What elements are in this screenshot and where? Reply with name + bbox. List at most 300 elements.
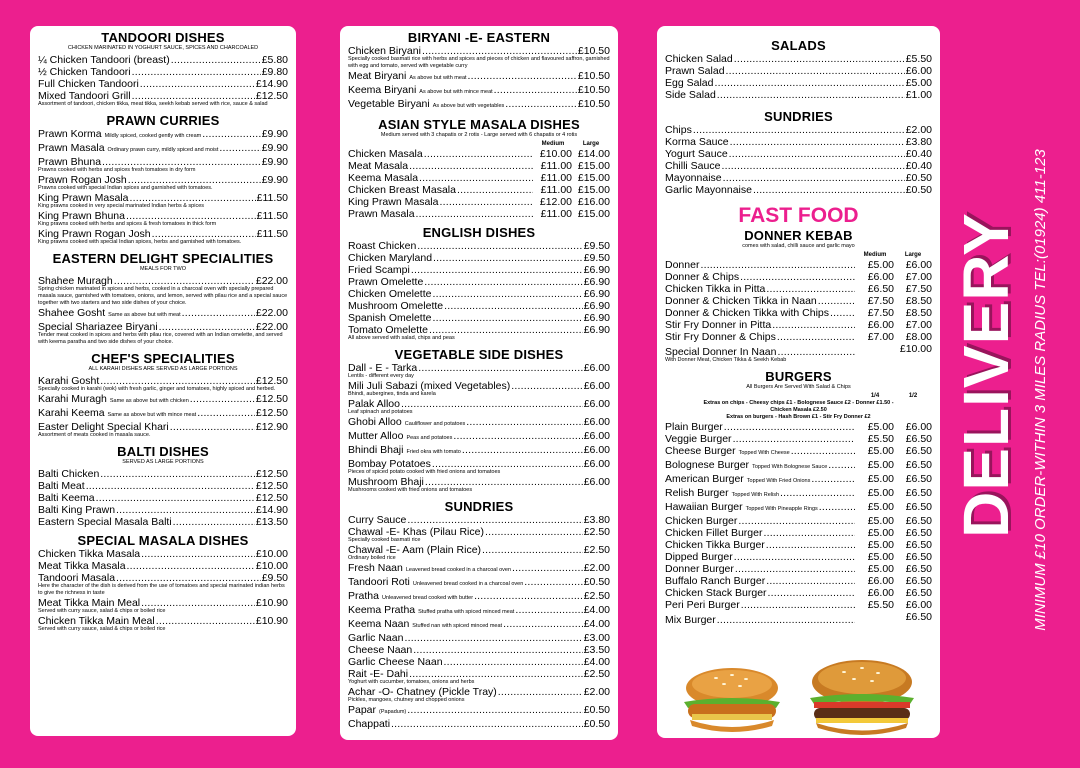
item-prices xyxy=(534,184,610,196)
balti-item-balti-keema xyxy=(38,492,288,504)
english-item-prawn-omelette xyxy=(348,276,610,288)
item-description: Served with curry sauce, salad & chips or boiled rice xyxy=(38,608,166,614)
leader-dots xyxy=(457,184,533,196)
item-price: £10.50 xyxy=(577,45,610,57)
item-price-2: £6.50 xyxy=(905,539,932,551)
item-name: ¼ Chicken Tandoori (breast) xyxy=(38,54,170,66)
item-name: Prawn Korma xyxy=(38,128,102,140)
menu-panel-middle xyxy=(340,26,618,740)
item-name: Pratha xyxy=(348,590,379,602)
sundries3-item-korma-sauce xyxy=(665,136,932,148)
item-name: Palak Alloo xyxy=(348,398,400,410)
item-name: Prawn Bhuna xyxy=(38,156,102,168)
item-price-2: £7.00 xyxy=(905,271,932,283)
item-price-1: £12.00 xyxy=(539,196,572,208)
leader-dots xyxy=(404,632,582,644)
burgers-item-chicken-tikka-burger xyxy=(665,539,932,551)
item-prices xyxy=(856,551,932,563)
asian-section xyxy=(348,117,610,220)
item-name: Vegetable Biryani xyxy=(348,98,430,110)
leader-dots xyxy=(432,288,582,300)
leader-dots xyxy=(197,407,255,419)
burgers-item-relish-burger xyxy=(665,487,932,501)
item-name: Keema Masala xyxy=(348,172,419,184)
english-item-mushroom-omelette xyxy=(348,300,610,312)
leader-dots xyxy=(407,514,582,526)
asian-item-chicken-masala xyxy=(348,148,610,160)
leader-dots xyxy=(401,398,583,410)
item-prices xyxy=(856,295,932,307)
item-price: £9.80 xyxy=(261,66,288,78)
donner-subtitle: comes with salad, chilli sauce and garlic mayo xyxy=(742,243,855,249)
item-description: Mushrooms cooked with fried onions and tomatoes xyxy=(348,487,473,493)
item-name: Chawal -E- Aam (Plain Rice) xyxy=(348,544,482,556)
item-prices xyxy=(856,563,932,575)
item-price: £6.00 xyxy=(583,430,610,442)
item-name: American Burger xyxy=(665,473,744,485)
english-item-spanish-omelette xyxy=(348,312,610,324)
asian-col2: Large xyxy=(582,141,600,147)
leader-dots xyxy=(818,295,855,307)
item-name: Karahi Muragh xyxy=(38,393,107,405)
balti-item-balti-king-prawn xyxy=(38,504,288,516)
item-note: Cauliflower and potatoes xyxy=(404,421,466,427)
item-name: Mili Juli Sabazi (mixed Vegetables) xyxy=(348,380,511,392)
item-note: Same as above but with mince meat xyxy=(107,412,197,418)
item-price: £11.50 xyxy=(256,228,288,240)
donner-section xyxy=(665,228,932,364)
item-price-2: £8.50 xyxy=(905,307,932,319)
item-name: Meat Tikka Masala xyxy=(38,560,126,572)
menu-panel-left xyxy=(30,26,296,736)
item-note: Topped With Pineapple Rings xyxy=(745,506,818,512)
english-section xyxy=(348,225,610,342)
delivery-banner xyxy=(950,190,1035,560)
burgers-item-mix-burger xyxy=(665,611,932,626)
beef-burger-image xyxy=(800,658,925,738)
item-name: King Prawn Masala xyxy=(38,192,129,204)
burgers-title: BURGERS xyxy=(765,369,832,384)
item-price: £9.50 xyxy=(583,240,610,252)
item-note: Stuffed nan with spiced minced meat xyxy=(412,623,503,629)
english-item-chicken-omelette xyxy=(348,288,610,300)
item-name: Chicken Maryland xyxy=(348,252,433,264)
item-name: Papar xyxy=(348,704,377,716)
item-price: £10.50 xyxy=(577,98,610,110)
item-price-1: £11.00 xyxy=(540,208,572,220)
item-description: Tender meat cooked in spices and herbs with pilau rice, covered with an Indian omelette, and served with keema paratha and two side dishes of your choice. xyxy=(38,332,283,345)
leader-dots xyxy=(515,604,582,616)
item-name: Egg Salad xyxy=(665,77,714,89)
item-prices xyxy=(856,473,932,485)
leader-dots xyxy=(717,89,905,101)
item-name: Balti Chicken xyxy=(38,468,100,480)
item-name: Fresh Naan xyxy=(348,562,403,574)
leader-dots xyxy=(190,393,255,405)
chefs-section xyxy=(38,351,288,439)
special-item-chicken-tikka-masala xyxy=(38,548,288,560)
sundries2-title: SUNDRIES xyxy=(444,499,514,514)
donner-col2: Large xyxy=(904,252,922,258)
item-price-1: £11.00 xyxy=(540,160,572,172)
item-name: Shahee Muragh xyxy=(38,275,113,287)
english-title: ENGLISH DISHES xyxy=(422,225,536,240)
biryani-item-meat-biryani xyxy=(348,70,610,84)
item-price: £12.50 xyxy=(255,393,288,405)
item-name: Prawn Masala xyxy=(38,142,105,154)
item-name: Veggie Burger xyxy=(665,433,732,445)
sundries2-item-pratha xyxy=(348,590,610,604)
item-prices xyxy=(534,172,610,184)
item-price: £6.90 xyxy=(583,288,610,300)
item-name: Donner Burger xyxy=(665,563,734,575)
item-price: £3.50 xyxy=(583,644,610,656)
burgers-item-plain-burger xyxy=(665,421,932,433)
item-name: Shahee Gosht xyxy=(38,307,106,319)
item-name: Mix Burger xyxy=(665,614,716,626)
leader-dots xyxy=(444,300,583,312)
burgers-item-hawaiian-burger xyxy=(665,501,932,515)
item-description: Here the character of the dish is derived from the use of tomatoes and special marinated indian herbs to give the richness in taste xyxy=(38,583,285,596)
item-price: £6.90 xyxy=(583,276,610,288)
asian-subtitle: Medium served with 3 chapatis or 2 rotis - Large served with 6 chapatis or 4 rotis xyxy=(380,132,578,138)
item-name: Tandoori Roti xyxy=(348,576,410,588)
item-price: £12.90 xyxy=(255,421,288,433)
item-name: Plain Burger xyxy=(665,421,723,433)
chefs-subtitle: ALL KARAHI DISHES ARE SERVED AS LARGE PORTIONS xyxy=(88,366,238,372)
item-price: £2.50 xyxy=(583,544,610,556)
item-name: Garlic Mayonnaise xyxy=(665,184,752,196)
item-price-1: £10.00 xyxy=(539,148,572,160)
item-name: Chicken Salad xyxy=(665,53,733,65)
item-price-1: £6.00 xyxy=(867,575,894,587)
item-name: Mushroom Omelette xyxy=(348,300,444,312)
item-price: £4.00 xyxy=(583,604,610,616)
item-name: Keema Biryani xyxy=(348,84,417,96)
item-price: £9.90 xyxy=(261,156,288,168)
leader-dots xyxy=(96,492,255,504)
item-price: £1.00 xyxy=(905,89,932,101)
item-name: Full Chicken Tandoori xyxy=(38,78,139,90)
leader-dots xyxy=(453,430,582,442)
item-price-2: £6.50 xyxy=(905,587,932,599)
item-note: Fried okra with tomato xyxy=(406,449,461,455)
leader-dots xyxy=(116,504,255,516)
item-price-1: £7.00 xyxy=(867,331,894,343)
chefs-item-karahi-keema xyxy=(38,407,288,421)
item-prices xyxy=(856,259,932,271)
item-price: £6.00 xyxy=(583,444,610,456)
leader-dots xyxy=(700,259,855,271)
sundries2-item-keema-pratha xyxy=(348,604,610,618)
item-price: £12.50 xyxy=(255,407,288,419)
special-item-meat-tikka-masala xyxy=(38,560,288,572)
item-name: Garlic Cheese Naan xyxy=(348,656,443,668)
leader-dots xyxy=(733,433,855,445)
biryani-section xyxy=(348,30,610,112)
item-price: £9.90 xyxy=(261,174,288,186)
item-price-2: £15.00 xyxy=(577,208,610,220)
item-price: £6.00 xyxy=(583,476,610,488)
eastern-subtitle: MEALS FOR TWO xyxy=(139,266,187,272)
item-note: Unleavened bread cooked with butter xyxy=(381,595,474,601)
item-price: £6.00 xyxy=(583,362,610,374)
item-name: Bombay Potatoes xyxy=(348,458,431,470)
item-note: Stuffed pratha with spiced minced meat xyxy=(418,609,515,615)
item-price: £9.50 xyxy=(261,572,288,584)
leader-dots xyxy=(411,264,583,276)
leader-dots xyxy=(524,576,582,588)
prawn-section xyxy=(38,113,288,246)
leader-dots xyxy=(723,172,905,184)
item-prices xyxy=(856,587,932,599)
item-description: Ordinary boiled rice xyxy=(348,555,396,561)
sundries3-item-mayonnaise xyxy=(665,172,932,184)
item-prices xyxy=(856,433,932,445)
item-description: King prawns cooked in very special marinated Indian herbs & spices xyxy=(38,203,205,209)
item-price-2: £16.00 xyxy=(577,196,610,208)
item-name: Chicken Fillet Burger xyxy=(665,527,763,539)
leader-dots xyxy=(202,128,261,140)
item-name: ½ Chicken Tandoori xyxy=(38,66,131,78)
english-item-fried-scampi xyxy=(348,264,610,276)
item-name: Rait -E- Dahi xyxy=(348,668,409,680)
item-name: Prawn Rogan Josh xyxy=(38,174,127,186)
item-prices xyxy=(856,271,932,283)
sundries2-item-keema-naan xyxy=(348,618,610,632)
burgers-extras-2: Chicken Masala £2.50 xyxy=(770,407,827,413)
delivery-title: DELIVERY xyxy=(950,212,1022,538)
item-description: Yoghurt with cucumber, tomatoes, onions and herbs xyxy=(348,679,475,685)
item-name: Chicken Burger xyxy=(665,515,738,527)
item-name: Chicken Omelette xyxy=(348,288,432,300)
donner-item-donner xyxy=(665,259,932,271)
item-price: £6.90 xyxy=(583,300,610,312)
item-price-2: £14.00 xyxy=(577,148,610,160)
item-price-1: £11.00 xyxy=(540,184,572,196)
item-name: Meat Biryani xyxy=(348,70,407,82)
balti-item-balti-meat xyxy=(38,480,288,492)
item-price: £11.50 xyxy=(256,210,288,222)
item-price: £6.90 xyxy=(583,312,610,324)
donner-col1: Medium xyxy=(863,252,887,258)
veg-section xyxy=(348,347,610,494)
chefs-title: CHEF'S SPECIALITIES xyxy=(91,351,235,366)
english-item-roast-chicken xyxy=(348,240,610,252)
item-name: Peri Peri Burger xyxy=(665,599,740,611)
item-name: Mixed Tandoori Grill xyxy=(38,90,131,102)
leader-dots xyxy=(132,66,261,78)
item-description: Prawns cooked with special Indian spices and garnished with tomatoes. xyxy=(38,185,213,191)
salads-item-egg-salad xyxy=(665,77,932,89)
item-name: Special Donner In Naan xyxy=(665,346,777,358)
item-price: £11.50 xyxy=(256,192,288,204)
item-prices xyxy=(856,539,932,551)
item-price: £6.00 xyxy=(583,398,610,410)
sundries3-item-chilli-sauce xyxy=(665,160,932,172)
balti-item-balti-chicken xyxy=(38,468,288,480)
item-name: Stir Fry Donner in Pitta xyxy=(665,319,772,331)
sundries3-title: SUNDRIES xyxy=(764,109,833,124)
item-price-2: £6.00 xyxy=(905,421,932,433)
item-price-1: £5.00 xyxy=(867,515,894,527)
item-price: £14.90 xyxy=(255,504,288,516)
item-price-1: £5.50 xyxy=(867,433,894,445)
burgers-subtitle: All Burgers Are Served With Salad & Chips xyxy=(746,384,851,390)
item-description: Assortment of tandoori, chicken tikka, meat tikka, seekh kebab served with rice, sauce & salad xyxy=(38,101,268,107)
asian-col1: Medium xyxy=(541,141,565,147)
item-price: £0.50 xyxy=(583,576,610,588)
item-price: £6.90 xyxy=(583,264,610,276)
item-description: All above served with salad, chips and peas xyxy=(348,335,455,341)
tandoori-item-chicken-tandoori-breast xyxy=(38,54,288,66)
leader-dots xyxy=(763,527,855,539)
sundries2-item-garlic-naan xyxy=(348,632,610,644)
leader-dots xyxy=(735,563,855,575)
sundries2-item-chappati xyxy=(348,718,610,730)
leader-dots xyxy=(721,160,904,172)
item-prices xyxy=(856,343,932,355)
item-price: £2.50 xyxy=(583,526,610,538)
item-price-1 xyxy=(856,343,894,355)
leader-dots xyxy=(811,473,855,485)
leader-dots xyxy=(503,618,583,630)
veg-item-mutter-alloo xyxy=(348,430,610,444)
item-name: Chawal -E- Khas (Pilau Rice) xyxy=(348,526,484,538)
item-price-2: £15.00 xyxy=(577,172,610,184)
item-name: Karahi Keema xyxy=(38,407,105,419)
donner-item-special-donner-in-naan xyxy=(665,343,932,358)
leader-dots xyxy=(726,65,905,77)
item-price-2: £8.50 xyxy=(905,295,932,307)
item-name: Eastern Special Masala Balti xyxy=(38,516,172,528)
item-price-2: £6.50 xyxy=(905,515,932,527)
leader-dots xyxy=(482,544,583,556)
tandoori-item-chicken-tandoori xyxy=(38,66,288,78)
leader-dots xyxy=(717,614,855,626)
item-prices xyxy=(856,501,932,513)
item-description: Bhindi, aubergines, tinda and karela xyxy=(348,391,436,397)
item-price: £22.00 xyxy=(255,321,288,333)
item-price: £10.00 xyxy=(255,548,288,560)
item-price-1: £6.00 xyxy=(867,271,894,283)
leader-dots xyxy=(413,644,583,656)
leader-dots xyxy=(424,276,582,288)
item-price-1: £6.50 xyxy=(867,283,894,295)
item-price: £0.50 xyxy=(583,718,610,730)
item-price: £5.80 xyxy=(261,54,288,66)
item-note: Same as above but with meat xyxy=(108,312,181,318)
item-note: Topped With Fried Onions xyxy=(746,478,811,484)
leader-dots xyxy=(830,307,855,319)
item-name: Chicken Tikka in Pitta xyxy=(665,283,766,295)
item-price-2: £8.00 xyxy=(905,331,932,343)
eastern-item-shahee-gosht xyxy=(38,307,288,321)
item-name: Chicken Tikka Burger xyxy=(665,539,765,551)
item-price: £2.00 xyxy=(583,686,610,698)
donner-column-headers xyxy=(665,252,932,259)
balti-title: BALTI DISHES xyxy=(117,444,209,459)
leader-dots xyxy=(170,421,255,433)
item-name: Dall - E - Tarka xyxy=(348,362,418,374)
donner-item-stir-fry-donner-chips xyxy=(665,331,932,343)
salads-item-side-salad xyxy=(665,89,932,101)
item-name: Roast Chicken xyxy=(348,240,417,252)
item-price-1: £5.00 xyxy=(867,501,894,513)
sundries3-item-yogurt-sauce xyxy=(665,148,932,160)
item-prices xyxy=(856,487,932,499)
leader-dots xyxy=(738,515,855,527)
item-name: Bhindi Bhaji xyxy=(348,444,404,456)
item-price-2: £6.50 xyxy=(905,445,932,457)
leader-dots xyxy=(778,346,856,358)
asian-column-headers xyxy=(348,141,610,148)
burgers-section xyxy=(665,369,932,626)
leader-dots xyxy=(714,77,904,89)
item-price-1: £5.00 xyxy=(867,259,894,271)
item-price-1: £7.50 xyxy=(867,307,894,319)
item-price: £9.90 xyxy=(261,128,288,140)
item-name: Easter Delight Special Khari xyxy=(38,421,169,433)
item-price-2: £6.50 xyxy=(905,563,932,575)
salads-item-prawn-salad xyxy=(665,65,932,77)
item-price: £2.00 xyxy=(583,562,610,574)
item-name: Meat Masala xyxy=(348,160,409,172)
item-note: Same as above but with chicken xyxy=(109,398,189,404)
leader-dots xyxy=(417,240,582,252)
item-name: Prawn Masala xyxy=(348,208,415,220)
item-name: Cheese Naan xyxy=(348,644,413,656)
item-price-1: £5.00 xyxy=(867,445,894,457)
leader-dots xyxy=(740,271,855,283)
biryani-item-vegetable-biryani xyxy=(348,98,610,112)
item-price-2: £6.50 xyxy=(905,611,932,623)
item-name: Chips xyxy=(665,124,692,136)
item-name: Garlic Naan xyxy=(348,632,404,644)
item-name: Mayonnaise xyxy=(665,172,722,184)
leader-dots xyxy=(512,562,583,574)
leader-dots xyxy=(407,704,582,716)
leader-dots xyxy=(156,615,255,627)
item-price-2: £10.00 xyxy=(899,343,932,355)
item-price-1: £5.00 xyxy=(867,551,894,563)
burgers-item-donner-burger xyxy=(665,563,932,575)
asian-item-prawn-masala xyxy=(348,208,610,220)
item-name: Korma Sauce xyxy=(665,136,729,148)
leader-dots xyxy=(433,252,583,264)
item-name: Prawn Omelette xyxy=(348,276,424,288)
item-name: Meat Tikka Main Meal xyxy=(38,597,141,609)
veg-item-bhindi-bhaji xyxy=(348,444,610,458)
leader-dots xyxy=(741,599,855,611)
menu-panel-right xyxy=(657,26,940,738)
burgers-column-headers xyxy=(665,393,932,400)
item-prices xyxy=(534,148,610,160)
item-description: Prawns cooked with herbs and spices fresh tomatoes in dry form xyxy=(38,167,196,173)
special-section xyxy=(38,533,288,633)
item-note: Ordinary prawn curry, mildly spiced and moist xyxy=(107,147,219,153)
item-name: Ghobi Alloo xyxy=(348,416,402,428)
fast-food-title: FAST FOOD xyxy=(738,204,859,227)
tandoori-item-full-chicken-tandoori xyxy=(38,78,288,90)
item-price-2: £6.50 xyxy=(905,473,932,485)
item-name: Balti Meat xyxy=(38,480,85,492)
balti-subtitle: SERVED AS LARGE PORTIONS xyxy=(122,459,204,465)
item-price: £10.90 xyxy=(255,597,288,609)
leader-dots xyxy=(127,560,255,572)
biryani-title: BIRYANI -E- EASTERN xyxy=(407,30,551,45)
item-price-2: £6.50 xyxy=(905,527,932,539)
